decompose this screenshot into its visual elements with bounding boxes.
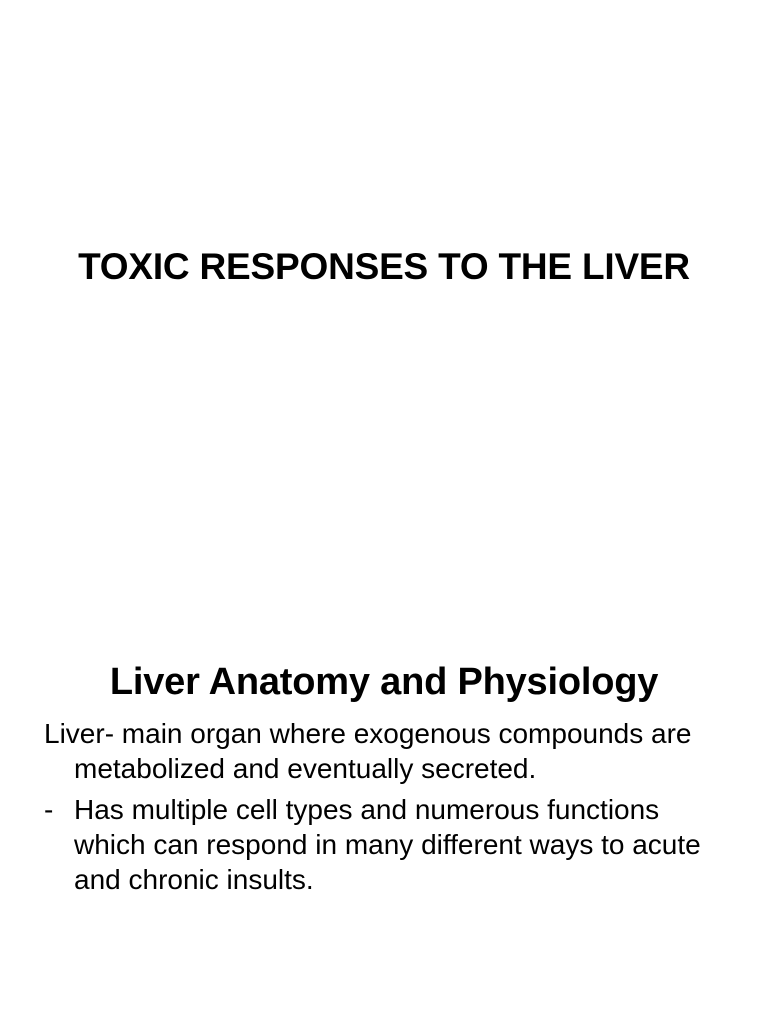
list-item — [44, 716, 734, 786]
slide-title: TOXIC RESPONSES TO THE LIVER — [78, 245, 690, 287]
list-item — [44, 792, 734, 897]
slide-body-list — [44, 716, 734, 903]
list-item-text: Liver- main organ where exogenous compounds are metabolized and eventually secreted. — [44, 718, 692, 784]
slide-2 — [0, 512, 768, 1024]
dash-bullet: - — [44, 794, 54, 825]
list-item-text: Has multiple cell types and numerous functions which can respond in many different ways to acute and chronic insults. — [74, 794, 701, 895]
slide-title: Liver Anatomy and Physiology — [109, 660, 659, 703]
